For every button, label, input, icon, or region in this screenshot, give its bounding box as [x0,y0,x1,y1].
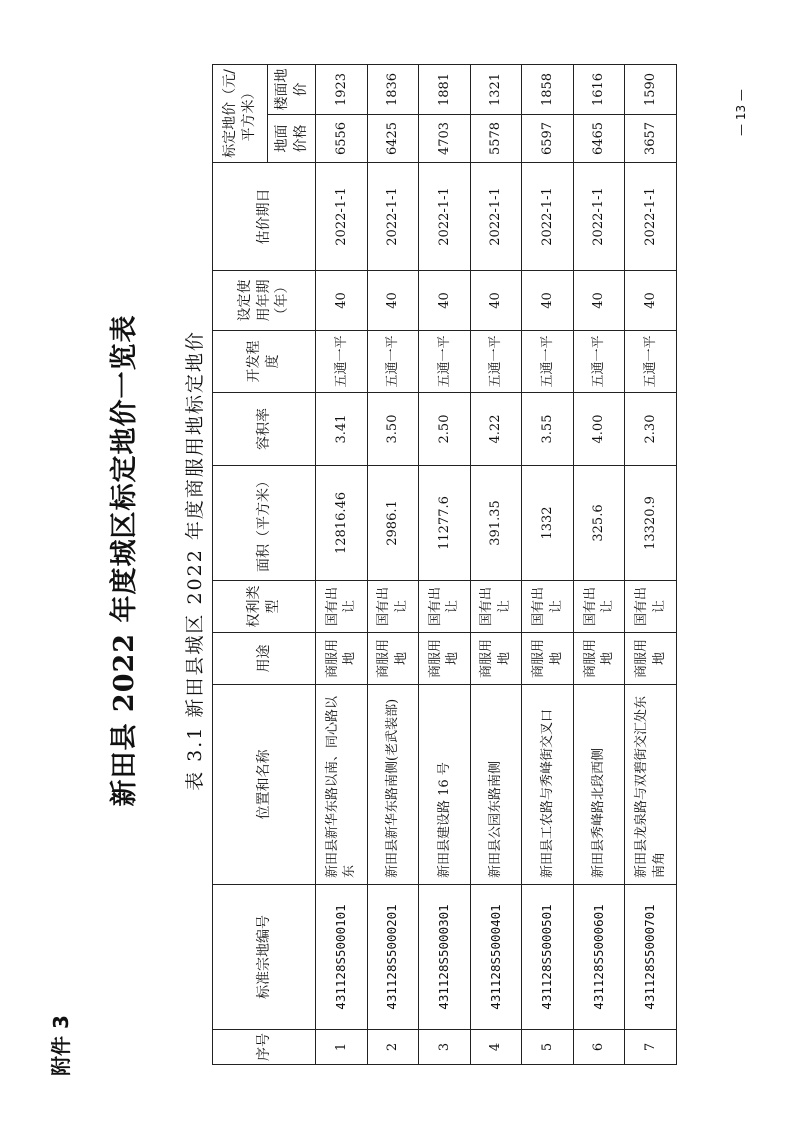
row-far: 3.55 [522,393,574,466]
row-use: 商服用地 [316,633,368,685]
row-floor-price: 1836 [367,65,419,115]
row-floor-price: 1923 [316,65,368,115]
row-floor-price: 1590 [625,65,677,115]
header-date: 估价期日 [213,163,316,271]
row-far: 4.22 [470,393,522,466]
row-far: 3.50 [367,393,419,466]
row-location: 新田县新华东路南侧(老武装部) [367,685,419,885]
row-index: 7 [625,1030,677,1065]
row-area: 1332 [522,466,574,581]
row-years: 40 [522,271,574,331]
row-location: 新田县公园东路南侧 [470,685,522,885]
row-far: 3.41 [316,393,368,466]
row-years: 40 [367,271,419,331]
row-use: 商服用地 [573,633,625,685]
header-right: 权利类型 [213,581,316,633]
row-location: 新田县新华东路以南、同心路以东 [316,685,368,885]
row-code: 431128S5000601 [573,885,625,1030]
table-row [419,65,471,1065]
row-dev: 五通一平 [419,331,471,393]
row-far: 4.00 [573,393,625,466]
row-dev: 五通一平 [316,331,368,393]
row-code: 431128S5000201 [367,885,419,1030]
row-code: 431128S5000101 [316,885,368,1030]
row-area: 391.35 [470,466,522,581]
document-title: 新田县 2022 年度城区标定地价一览表 [109,314,140,807]
row-floor-price: 1858 [522,65,574,115]
attachment-label: 附件 3 [49,1015,73,1076]
table-row [573,65,625,1065]
row-use: 商服用地 [419,633,471,685]
row-date: 2022-1-1 [573,163,625,271]
header-land-price: 地面价格 [268,115,316,163]
row-dev: 五通一平 [625,331,677,393]
row-code: 431128S5000501 [522,885,574,1030]
row-land-price: 6465 [573,115,625,163]
row-land-price: 6425 [367,115,419,163]
row-index: 6 [573,1030,625,1065]
row-index: 3 [419,1030,471,1065]
row-area: 12816.46 [316,466,368,581]
row-use: 商服用地 [470,633,522,685]
row-land-price: 6556 [316,115,368,163]
header-area: 面积（平方米） [213,466,316,581]
land-price-table [212,64,677,1065]
row-land-price: 4703 [419,115,471,163]
header-price-group: 标定地价（元/平方米） [213,65,268,163]
row-date: 2022-1-1 [316,163,368,271]
row-right: 国有出让 [316,581,368,633]
row-use: 商服用地 [625,633,677,685]
row-location: 新田县工农路与秀峰街交叉口 [522,685,574,885]
row-index: 1 [316,1030,368,1065]
header-floor-price: 楼面地价 [268,65,316,115]
row-land-price: 6597 [522,115,574,163]
header-years: 设定使用年期（年） [213,271,316,331]
row-index: 5 [522,1030,574,1065]
table-caption: 表 3.1 新田县城区 2022 年度商服用地标定地价 [184,330,206,791]
table-row [367,65,419,1065]
row-date: 2022-1-1 [625,163,677,271]
row-area: 13320.9 [625,466,677,581]
row-floor-price: 1321 [470,65,522,115]
row-use: 商服用地 [522,633,574,685]
row-right: 国有出让 [470,581,522,633]
row-land-price: 3657 [625,115,677,163]
header-index: 序号 [213,1030,316,1065]
table-row [625,65,677,1065]
table-row [522,65,574,1065]
row-years: 40 [316,271,368,331]
row-date: 2022-1-1 [367,163,419,271]
header-location: 位置和名称 [213,685,316,885]
row-use: 商服用地 [367,633,419,685]
table-header-row [213,65,268,1065]
row-floor-price: 1881 [419,65,471,115]
row-location: 新田县建设路 16 号 [419,685,471,885]
row-right: 国有出让 [573,581,625,633]
row-code: 431128S5000301 [419,885,471,1030]
row-years: 40 [470,271,522,331]
row-right: 国有出让 [522,581,574,633]
row-index: 4 [470,1030,522,1065]
row-years: 40 [573,271,625,331]
header-code: 标准宗地编号 [213,885,316,1030]
header-far: 容积率 [213,393,316,466]
table-row [316,65,368,1065]
row-index: 2 [367,1030,419,1065]
table-row [470,65,522,1065]
row-area: 2986.1 [367,466,419,581]
row-right: 国有出让 [625,581,677,633]
row-dev: 五通一平 [573,331,625,393]
row-far: 2.30 [625,393,677,466]
row-land-price: 5578 [470,115,522,163]
row-years: 40 [625,271,677,331]
row-dev: 五通一平 [522,331,574,393]
row-date: 2022-1-1 [470,163,522,271]
row-code: 431128S5000401 [470,885,522,1030]
row-years: 40 [419,271,471,331]
row-code: 431128S5000701 [625,885,677,1030]
row-right: 国有出让 [367,581,419,633]
row-dev: 五通一平 [367,331,419,393]
row-dev: 五通一平 [470,331,522,393]
row-far: 2.50 [419,393,471,466]
row-area: 11277.6 [419,466,471,581]
row-right: 国有出让 [419,581,471,633]
header-dev: 开发程度 [213,331,316,393]
row-floor-price: 1616 [573,65,625,115]
row-area: 325.6 [573,466,625,581]
row-location: 新田县龙泉路与双碧街交汇处东南角 [625,685,677,885]
row-location: 新田县秀峰路北段西侧 [573,685,625,885]
page-number: — 13 — [734,89,748,136]
row-date: 2022-1-1 [419,163,471,271]
header-use: 用途 [213,633,316,685]
row-date: 2022-1-1 [522,163,574,271]
